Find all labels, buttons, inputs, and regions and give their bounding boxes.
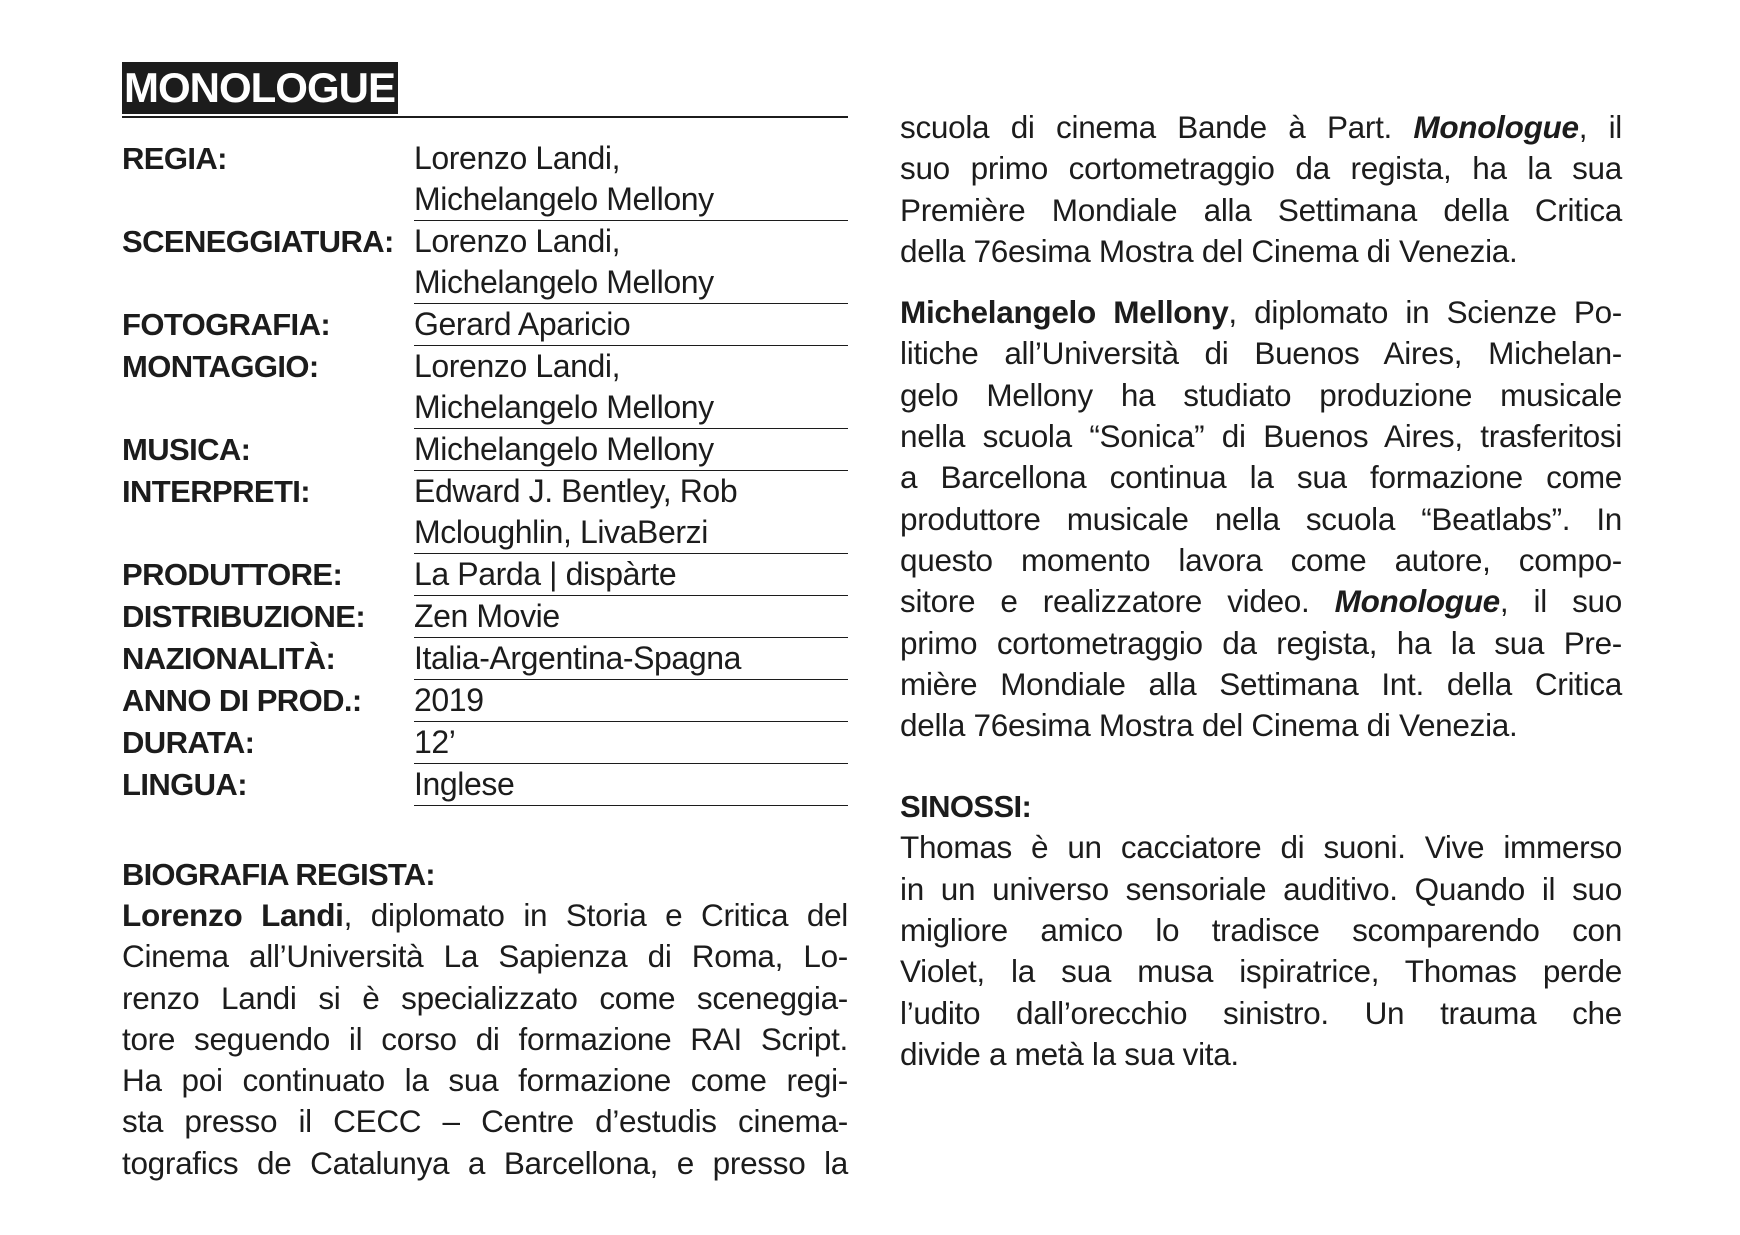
credit-label: LINGUA: — [122, 767, 247, 802]
bio-landi-paragraph: Lorenzo Landi, diplomato in Storia e Critica del Cinema all’Università La Sapienza di Roma, Lo- renzo Landi si è specializzato come sceneggia- tore seguendo il corso di formazione RAI Script. Ha poi continuato la sua formazione come regi- sta presso il CECC – Centre d’estudis cinema- tografics de Catalunya a Barcellona, e presso la — [122, 897, 848, 1181]
bio-landi-continued: scuola di cinema Bande à Part. Monologue, il suo primo cortometraggio da regista, ha la sua Première Mondiale alla Settimana della Critica della 76esima Mostra del Cinema di Venezia. — [900, 109, 1622, 269]
credit-value: 2019 — [414, 680, 848, 722]
credit-value: Edward J. Bentley, Rob Mcloughlin, LivaBerzi — [414, 471, 848, 554]
credit-value: Zen Movie — [414, 596, 848, 638]
credit-row — [122, 722, 848, 764]
credit-label: REGIA: — [122, 141, 227, 176]
credit-value: Lorenzo Landi, Michelangelo Mellony — [414, 221, 848, 304]
credit-row — [122, 429, 848, 471]
credit-row — [122, 638, 848, 680]
bio-name: Lorenzo Landi — [122, 897, 344, 933]
credit-row — [122, 764, 848, 806]
credit-value: Gerard Aparicio — [414, 304, 848, 346]
bio-heading: BIOGRAFIA REGISTA: — [122, 857, 435, 892]
film-title: Monologue — [1334, 583, 1500, 620]
credit-label: FOTOGRAFIA: — [122, 307, 331, 342]
sinossi-heading: SINOSSI: — [900, 789, 1032, 825]
credit-label: ANNO DI PROD.: — [122, 683, 362, 718]
credit-value: Lorenzo Landi, Michelangelo Mellony — [414, 346, 848, 429]
sinossi-paragraph: Thomas è un cacciatore di suoni. Vive immerso in un universo sensoriale auditivo. Quando il suo migliore amico lo tradisce scomparendo con Violet, la sua musa ispiratrice, Thomas perde l’udito dall’orecchio sinistro. Un trauma che divide a metà la sua vita. — [900, 829, 1622, 1072]
credit-value: 12’ — [414, 722, 848, 764]
credit-row — [122, 221, 848, 304]
left-column — [122, 60, 848, 1184]
title-bar — [122, 60, 848, 118]
credit-value: Michelangelo Mellony — [414, 429, 848, 471]
credit-label: MUSICA: — [122, 432, 251, 467]
page-title: MONOLOGUE — [122, 62, 398, 114]
credit-label: MONTAGGIO: — [122, 349, 319, 384]
bio-name: Michelangelo Mellony — [900, 294, 1229, 331]
credit-value: Italia-Argentina-Spagna — [414, 638, 848, 680]
credit-row — [122, 471, 848, 554]
film-title: Monologue — [1413, 109, 1579, 145]
credit-label: INTERPRETI: — [122, 474, 311, 509]
credit-row — [122, 138, 848, 221]
credit-label: DURATA: — [122, 725, 255, 760]
credit-label: SCENEGGIATURA: — [122, 224, 394, 259]
credit-value: La Parda | dispàrte — [414, 554, 848, 596]
credits-table — [122, 138, 848, 806]
credit-row — [122, 346, 848, 429]
credit-row — [122, 680, 848, 722]
credit-row — [122, 304, 848, 346]
credit-value: Inglese — [414, 764, 848, 806]
credit-value: Lorenzo Landi, Michelangelo Mellony — [414, 138, 848, 221]
right-column — [900, 107, 1622, 1075]
credit-label: PRODUTTORE: — [122, 557, 343, 592]
credit-label: DISTRIBUZIONE: — [122, 599, 366, 634]
credit-label: NAZIONALITÀ: — [122, 641, 336, 676]
credit-row — [122, 554, 848, 596]
credit-row — [122, 596, 848, 638]
bio-mellony-paragraph: Michelangelo Mellony, diplomato in Scienze Po- litiche all’Università di Buenos Aires, Michelan- gelo Mellony ha studiato produzione musicale nella scuola “Sonica” di Buenos Aires, trasferitosi a Barcellona continua la sua formazione come produttore musicale nella scuola “Beatlabs”. In questo momento lavora come autore, compo- sitore e realizzatore video. Monologue, il suo primo cortometraggio da regista, ha la sua Pre- mière Mondiale alla Settimana Int. della Critica della 76esima Mostra del Cinema di Venezia. — [900, 294, 1622, 744]
